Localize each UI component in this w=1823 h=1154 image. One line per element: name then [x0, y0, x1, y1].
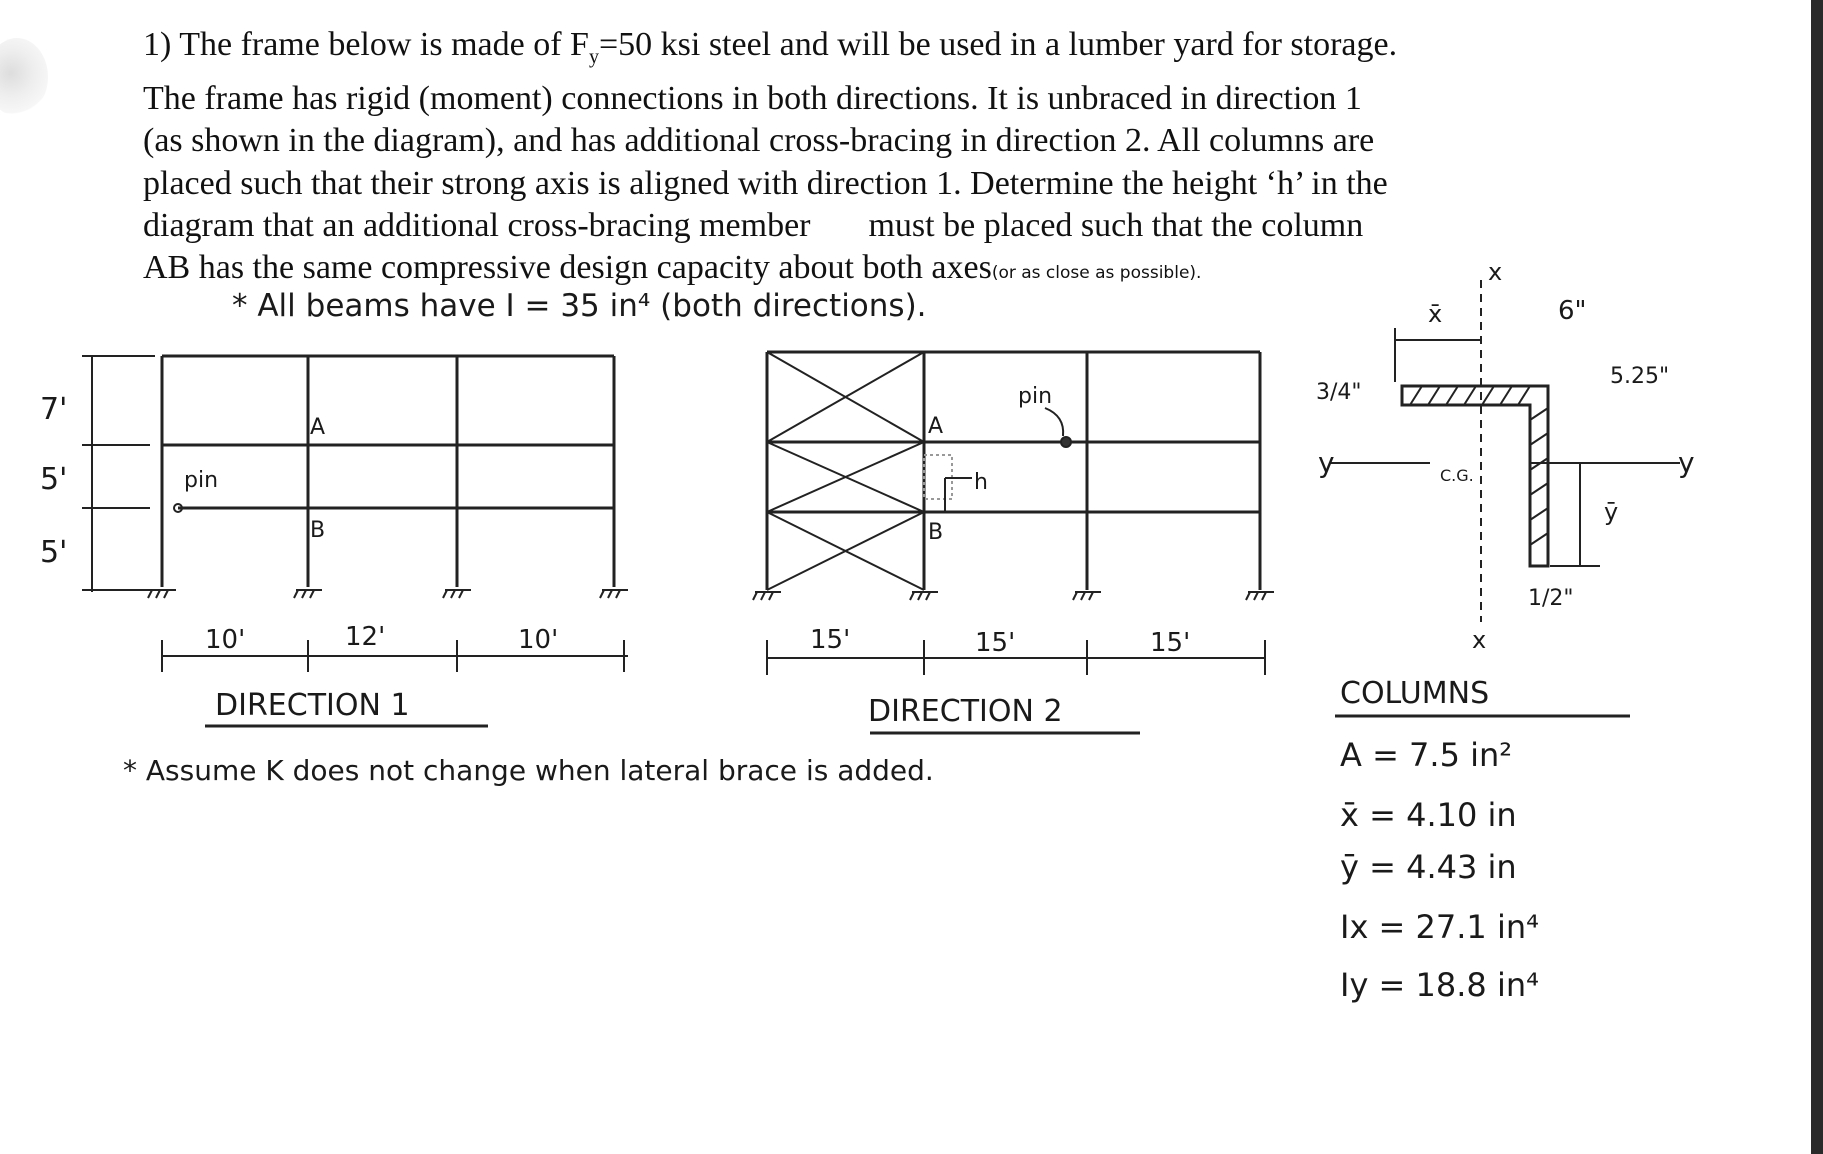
- section-xbar: x̄: [1428, 300, 1443, 328]
- section-six-in: 6": [1558, 296, 1587, 326]
- d2-support-1: [753, 592, 781, 600]
- angle-hatch-leg: [1530, 408, 1548, 545]
- d2-brace-story-2: [767, 442, 924, 512]
- d1-support-2: [294, 590, 322, 598]
- d2-label-b: B: [928, 520, 944, 545]
- beams-note: * All beams have I = 35 in⁴ (both directions).: [232, 288, 927, 324]
- section-x-bottom: x: [1472, 626, 1487, 654]
- d2-title: DIRECTION 2: [868, 694, 1063, 729]
- section-x-top: x: [1488, 258, 1503, 286]
- columns-prop-ix: Ix = 27.1 in⁴: [1340, 908, 1539, 946]
- direction2-frame: [753, 352, 1274, 733]
- d2-bay-2: 15': [975, 628, 1016, 658]
- direction1-frame: [82, 356, 628, 726]
- columns-prop-iy: Iy = 18.8 in⁴: [1340, 966, 1539, 1004]
- d1-height-5b: 5': [40, 535, 68, 570]
- problem-line-1-text: 1) The frame below is made of F: [143, 26, 589, 63]
- d2-h-label: h: [974, 470, 988, 495]
- d1-pin-label: pin: [184, 468, 219, 493]
- columns-prop-xbar: x̄ = 4.10 in: [1340, 796, 1517, 834]
- section-y-right: y: [1678, 446, 1695, 479]
- d1-support-3: [443, 590, 471, 598]
- problem-line-6-text: AB has the same compressive design capacity about both axes: [143, 249, 992, 287]
- d2-support-4: [1246, 592, 1274, 600]
- d1-bay-2: 12': [345, 622, 386, 652]
- d1-support-1: [148, 590, 176, 598]
- columns-prop-ybar: ȳ = 4.43 in: [1340, 848, 1517, 886]
- problem-line-3: (as shown in the diagram), and has additional cross-bracing in direction 2. All columns are: [143, 122, 1375, 160]
- columns-prop-area: A = 7.5 in²: [1340, 736, 1513, 774]
- problem-line-1-rest: =50 ksi steel and will be used in a lumber yard for storage.: [598, 26, 1398, 63]
- d2-bay-1: 15': [810, 625, 851, 655]
- d1-support-4: [600, 590, 628, 598]
- angle-outline: [1402, 386, 1548, 566]
- angle-hatch-flange: [1410, 386, 1530, 405]
- d2-brace-story-1: [767, 512, 924, 590]
- section-five25: 5.25": [1610, 364, 1670, 389]
- d2-support-3: [1073, 592, 1101, 600]
- d1-title: DIRECTION 1: [215, 688, 410, 723]
- section-cg: C.G.: [1440, 466, 1474, 485]
- d1-height-7: 7': [40, 392, 68, 427]
- assume-k-note: * Assume K does not change when lateral brace is added.: [123, 754, 934, 787]
- section-ybar: ȳ: [1604, 498, 1619, 526]
- section-y-left: y: [1318, 446, 1335, 479]
- problem-line-2: The frame has rigid (moment) connections in both directions. It is unbraced in direction 1: [143, 80, 1362, 118]
- columns-title: COLUMNS: [1340, 676, 1490, 711]
- angle-section: [1330, 280, 1680, 622]
- problem-line-4: placed such that their strong axis is aligned with direction 1. Determine the height ‘h’ in the: [143, 164, 1388, 202]
- d1-height-5a: 5': [40, 462, 68, 497]
- problem-line-5-text: diagram that an additional cross-bracing member: [143, 206, 811, 244]
- problem-line-5-rest: must be placed such that the column: [868, 206, 1364, 244]
- d2-pin-joint: [1061, 437, 1071, 447]
- d1-bay-3: 10': [518, 625, 559, 655]
- d2-pin-arrow: [1045, 408, 1063, 436]
- fy-subscript: y: [588, 45, 599, 68]
- d1-bay-1: 10': [205, 625, 246, 655]
- d2-brace-story-3: [767, 352, 924, 442]
- section-three-quarter: 3/4": [1316, 380, 1362, 405]
- d2-label-a: A: [928, 414, 944, 439]
- d2-support-2: [910, 592, 938, 600]
- d2-pin-label: pin: [1018, 384, 1053, 409]
- d1-label-b: B: [310, 518, 326, 543]
- d2-bay-3: 15': [1150, 628, 1191, 658]
- handwritten-suffix: (or as close as possible).: [991, 263, 1202, 284]
- d1-label-a: A: [310, 415, 326, 440]
- section-half-in: 1/2": [1528, 586, 1574, 611]
